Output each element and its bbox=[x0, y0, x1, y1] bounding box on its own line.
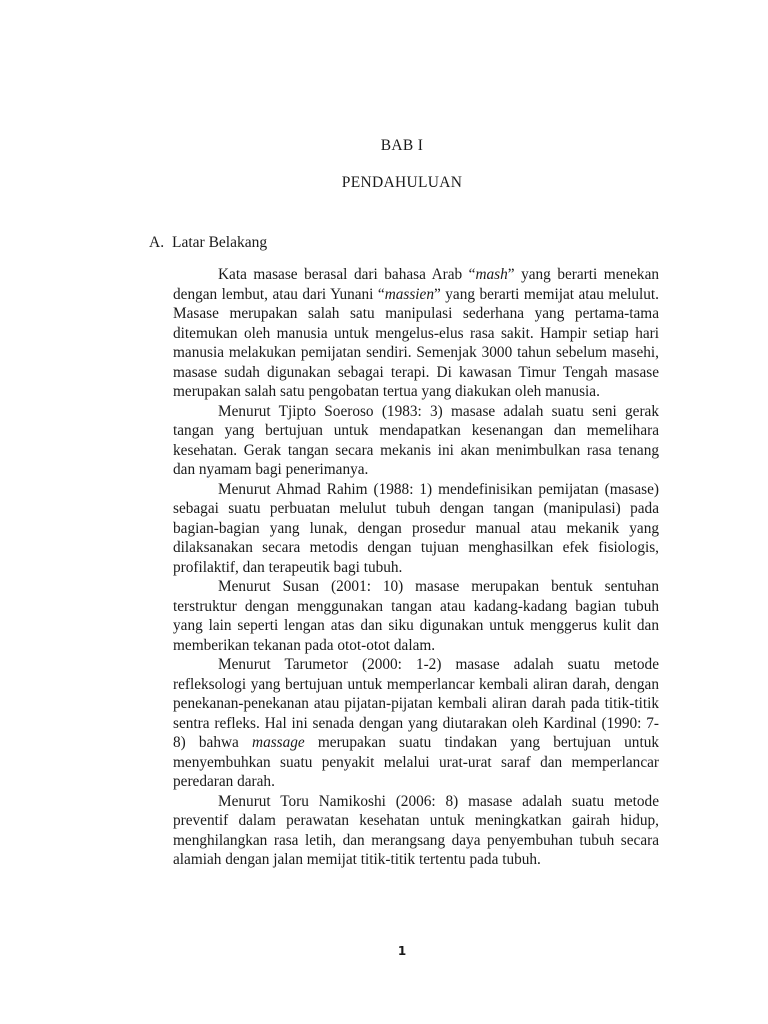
paragraph-4-text: Menurut Susan (2001: 10) masase merupakan bentuk sentuhan terstruktur dengan menggunakan tangan atau kadang-kadang bagian tubuh yang lain seperti lengan atas dan siku digunakan untuk menggerus kulit dan memberikan tekanan pada otot-otot dalam. bbox=[173, 578, 659, 654]
paragraph-4 bbox=[173, 577, 659, 655]
paragraph-1-text-1: Kata masase berasal dari bahasa Arab “ bbox=[218, 266, 476, 283]
paragraph-1 bbox=[173, 265, 659, 402]
chapter-title: PENDAHULUAN bbox=[341, 174, 463, 191]
paragraph-6-text: Menurut Toru Namikoshi (2006: 8) masase adalah suatu metode preventif dalam perawatan kesehatan untuk meningkatkan gairah hidup, menghilangkan rasa letih, dan merangsang daya penyembuhan tubuh secara alamiah dengan jalan memijat titik-titik tertentu pada tubuh. bbox=[173, 792, 659, 868]
page-number: 1 bbox=[397, 944, 407, 958]
paragraph-3-text: Menurut Ahmad Rahim (1988: 1) mendefinisikan pemijatan (masase) sebagai suatu perbuatan melulut tubuh dengan tangan (manipulasi) pada bagian-bagian yang lunak, dengan prosedur manual atau mekanik yang dilaksanakan secara metodis dengan tujuan menghasilkan efek fisiologis, profilaktif, dan terapeutik bagi tubuh. bbox=[173, 480, 659, 576]
paragraph-6 bbox=[173, 792, 659, 870]
paragraph-2 bbox=[173, 402, 659, 480]
paragraph-1-text-3: ” yang berarti memijat atau melulut. Masase merupakan salah satu manipulasi sederhana yang pertama-tama ditemukan oleh manusia untuk mengelus-elus rasa sakit. Hampir setiap hari manusia melakukan pemijatan sendiri. Semenjak 3000 tahun sebelum masehi, masase sudah digunakan sebagai terapi. Di kawasan Timur Tengah masase merupakan salah satu pengobatan tertua yang diakukan oleh manusia. bbox=[173, 285, 659, 400]
italic-term-mash: mash bbox=[475, 266, 508, 283]
italic-term-massage: massage bbox=[252, 734, 305, 751]
paragraph-5-text-1: Menurut Tarumetor (2000: 1-2) masase adalah suatu metode refleksologi yang bertujuan untuk memperlancar kembali aliran darah, dengan penekanan-penekanan atau pijatan-pijatan kembali aliran darah pada titik-titik sentra refleks. Hal ini senada dengan yang diutarakan oleh Kardinal (1990: 7-8) bahwa bbox=[173, 656, 659, 751]
chapter-number: BAB I bbox=[380, 137, 424, 154]
italic-term-massien: massien bbox=[384, 285, 434, 303]
paragraph-5 bbox=[173, 655, 659, 792]
body-text bbox=[173, 265, 659, 870]
section-heading bbox=[149, 234, 267, 252]
section-marker: A. bbox=[149, 234, 165, 251]
paragraph-1-text-2: ” yang berarti menekan dengan lembut, atau dari Yunani “ bbox=[173, 266, 660, 303]
paragraph-5-text-2: merupakan suatu tindakan yang bertujuan untuk menyembuhkan suatu penyakit melalui urat-urat saraf dan memperlancar peredaran darah. bbox=[173, 734, 659, 790]
section-title: Latar Belakang bbox=[172, 234, 268, 251]
paragraph-3 bbox=[173, 480, 659, 578]
paragraph-2-text: Menurut Tjipto Soeroso (1983: 3) masase adalah suatu seni gerak tangan yang bertujuan untuk mendapatkan kesenangan dan memelihara kesehatan. Gerak tangan secara mekanis ini akan menimbulkan rasa tenang dan nyamam bagi penerimanya. bbox=[173, 402, 659, 478]
